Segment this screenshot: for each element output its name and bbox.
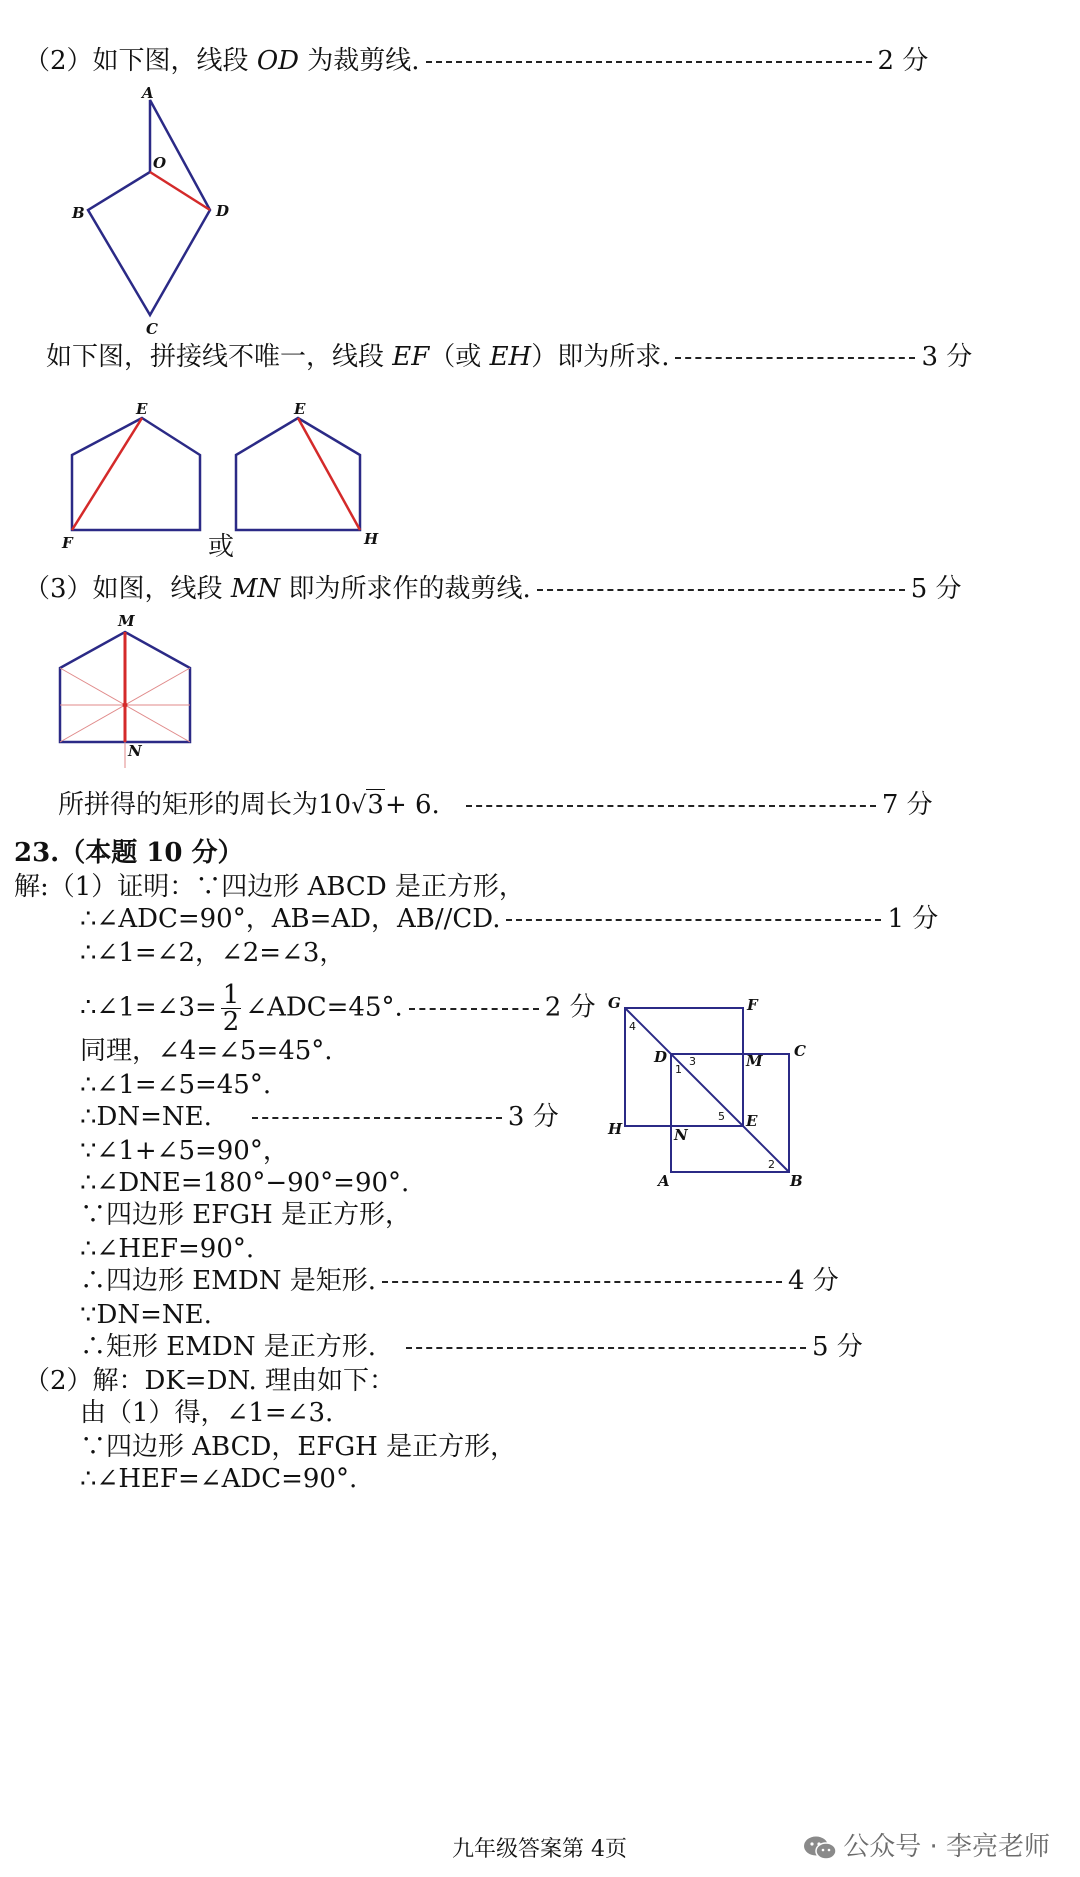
q23-line-16 — [80, 1430, 516, 1464]
segment: EH — [489, 342, 532, 372]
q23-line-6 — [80, 1100, 559, 1134]
text: 为裁剪线. — [298, 46, 420, 76]
label-b: B — [72, 204, 85, 222]
q23-line-3 — [80, 982, 596, 1035]
q23-line-5 — [80, 1068, 271, 1102]
label-g: G — [608, 994, 621, 1012]
label-h: H — [364, 530, 379, 548]
label-c: C — [146, 320, 158, 338]
q23-line-1 — [80, 902, 938, 936]
label-n: N — [674, 1126, 688, 1144]
pentagon-outline — [72, 418, 200, 530]
angle-mark-3: 3 — [689, 1055, 696, 1068]
q23-line-15 — [80, 1396, 333, 1430]
label-e: E — [294, 400, 306, 418]
q23-line-4 — [80, 1034, 333, 1068]
perimeter-value: 10√3+ 6. — [318, 790, 440, 820]
text: ∵DN=NE. — [80, 1300, 212, 1330]
page-footer: 九年级答案第 4页 — [452, 1837, 627, 1862]
radicand: 3 — [367, 790, 384, 820]
label-h: H — [608, 1120, 623, 1138]
text: ∴DN=NE. — [80, 1102, 212, 1132]
numerator: 1 — [222, 980, 240, 1010]
angle-mark-2: 2 — [768, 1158, 775, 1171]
leader-dash — [252, 1117, 502, 1119]
q23-line-0 — [14, 870, 525, 904]
score: 5 分 — [812, 1332, 863, 1362]
leader-dash — [426, 61, 872, 63]
score: 3 分 — [507, 1102, 559, 1132]
or-text: 或 — [208, 532, 235, 562]
score: 4 分 — [788, 1266, 839, 1296]
label-e: E — [746, 1112, 758, 1130]
label-b: B — [790, 1172, 803, 1190]
text: ∴四边形 EMDN 是矩形. — [80, 1266, 376, 1296]
figure-two-squares — [600, 990, 830, 1200]
leader-dash — [406, 1347, 806, 1349]
perimeter-line — [58, 788, 933, 822]
text: ∵∠1+∠5=90°， — [80, 1136, 289, 1166]
text: 由（1）得，∠1=∠3. — [80, 1398, 334, 1428]
label-o: O — [153, 154, 167, 172]
watermark-text: 公众号 · 李亮老师 — [843, 1832, 1050, 1862]
label-e: E — [136, 400, 148, 418]
score: 2 分 — [877, 46, 929, 76]
text: （或 — [429, 342, 490, 372]
label-c: C — [794, 1042, 806, 1060]
q23-line-2 — [80, 936, 345, 970]
text: （3）如图，线段 — [24, 574, 231, 604]
q22-part2-line2 — [46, 340, 972, 374]
score: 7 分 — [881, 790, 933, 820]
label-a: A — [658, 1172, 670, 1190]
q23-heading: 23.（本题 10 分） — [14, 838, 244, 868]
label-d: D — [654, 1048, 668, 1066]
angle-mark-4: 4 — [629, 1020, 636, 1033]
label-f: F — [747, 996, 758, 1014]
label-m: M — [746, 1052, 763, 1070]
q23-line-12 — [80, 1298, 212, 1332]
score: 3 分 — [921, 342, 973, 372]
cut-line-ef — [72, 418, 142, 530]
q23-line-11 — [80, 1264, 839, 1298]
score: 5 分 — [910, 574, 962, 604]
angle-mark-5: 5 — [718, 1110, 725, 1123]
text: ∴∠ADC=90°，AB=AD，AB//CD. — [80, 904, 501, 934]
q22-part2-line1 — [24, 44, 928, 78]
label-a: A — [142, 84, 154, 102]
q23-line-10 — [80, 1232, 254, 1266]
text: ∴∠1=∠5=45°. — [80, 1070, 272, 1100]
text: ∴∠HEF=90°. — [80, 1234, 255, 1264]
text: （2）解：DK=DN. 理由如下： — [24, 1366, 396, 1396]
text: 如下图，拼接线不唯一，线段 — [46, 342, 393, 372]
text: ∴∠DNE=180°−90°=90°. — [80, 1168, 410, 1198]
cut-line-eh — [298, 418, 360, 530]
text: ∴矩形 EMDN 是正方形. — [80, 1332, 376, 1362]
text: ）即为所求. — [531, 342, 670, 372]
q23-line-9 — [80, 1198, 411, 1232]
q23-line-7 — [80, 1134, 289, 1168]
leader-dash — [675, 357, 915, 359]
q23-line-13 — [80, 1330, 863, 1364]
label-f: F — [62, 534, 73, 552]
denominator: 2 — [222, 1007, 240, 1037]
rest: + 6. — [384, 790, 440, 820]
score: 2 分 — [544, 992, 596, 1023]
figure-od-cut — [72, 84, 280, 350]
figure-mn-cut — [50, 610, 230, 780]
quadrilateral-outline — [88, 100, 210, 315]
text: ∵四边形 ABCD，EFGH 是正方形， — [80, 1432, 517, 1462]
segment: OD — [256, 46, 299, 76]
text: ∴∠1=∠2，∠2=∠3， — [80, 938, 346, 968]
label-d: D — [216, 202, 230, 220]
center-point — [123, 703, 128, 708]
score: 1 分 — [887, 904, 939, 934]
text: 所拼得的矩形的周长为 — [58, 790, 319, 820]
q23-line-8 — [80, 1166, 409, 1200]
leader-dash — [506, 919, 881, 921]
diagonal-gb — [625, 1008, 789, 1172]
leader-dash — [409, 1008, 539, 1010]
label-m: M — [118, 612, 135, 630]
angle-mark-1: 1 — [675, 1063, 682, 1076]
label-n: N — [128, 742, 142, 760]
q22-part3-line — [24, 572, 962, 606]
leader-dash — [537, 589, 905, 591]
text: （2）如下图，线段 — [24, 46, 257, 76]
q23-line-17 — [80, 1462, 357, 1496]
segment: MN — [230, 574, 281, 604]
watermark — [803, 1826, 1050, 1863]
segment: EF — [392, 342, 430, 372]
pentagon-outline — [236, 418, 360, 530]
text: ∠ADC=45°. — [245, 992, 403, 1023]
leader-dash — [466, 805, 876, 807]
wechat-icon — [803, 1835, 837, 1861]
text: 即为所求作的裁剪线. — [280, 574, 531, 604]
q23-line-14 — [24, 1364, 395, 1398]
text: 解:（1）证明：∵四边形 ABCD 是正方形， — [14, 872, 525, 902]
text: 同理，∠4=∠5=45°. — [80, 1036, 333, 1066]
coefficient: 10 — [318, 790, 352, 820]
text: ∵四边形 EFGH 是正方形， — [80, 1200, 411, 1230]
fraction-half — [221, 982, 242, 1035]
text: ∴∠1=∠3= — [80, 992, 217, 1023]
figure-eh-cut — [230, 400, 420, 560]
leader-dash — [382, 1281, 782, 1283]
text: ∴∠HEF=∠ADC=90°. — [80, 1464, 358, 1494]
